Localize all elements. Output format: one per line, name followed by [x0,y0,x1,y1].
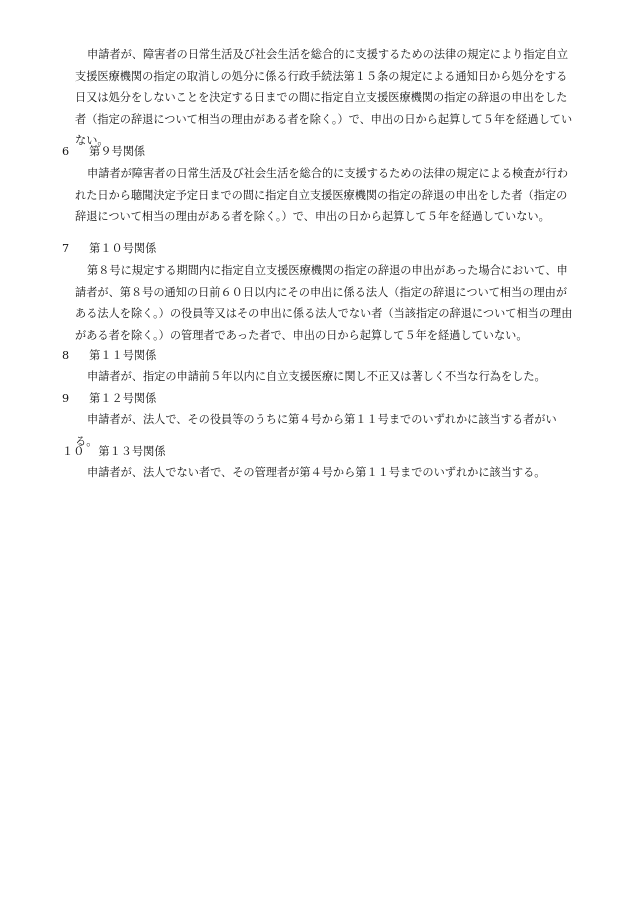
section-title: 第１３号関係 [98,445,166,458]
intro-paragraph: 申請者が、障害者の日常生活及び社会生活を総合的に支援するための法律の規定により指定自立支援医療機関の指定の取消しの処分に係る行政手続法第１５条の規定による通知日から処分をする日又は処分をしないことを決定する日までの間に指定自立支援医療機関の指定の辞退の申出をした者（指定の辞退について相当の理由がある者を除く。）で、申出の日から起算して５年を経過していない。 [75,48,573,148]
section-number: １０ [62,445,85,458]
section-title: 第１１号関係 [89,349,157,362]
section-heading-7 [62,238,156,260]
section-heading-8 [62,345,156,367]
section-body-8: 申請者が、指定の申請前５年以内に自立支援医療に関し不正又は著しく不当な行為をした。 [87,370,546,383]
section-body-7: 第８号に規定する期間内に指定自立支援医療機関の指定の辞退の申出があった場合において、申請者が、第８号の通知の日前６０日以内にその申出に係る法人（指定の辞退について相当の理由がある法人を除く。）の役員等又はその申出に係る法人でない者（当該指定の辞退について相当の理由がある者を除く。）の管理者であった者で、申出の日から起算して５年を経過していない。 [75,264,573,342]
section-heading-6 [62,141,145,163]
section-title: 第９号関係 [89,145,146,158]
section-title: 第１０号関係 [89,242,157,255]
section-body-10: 申請者が、法人でない者で、その管理者が第４号から第１１号までのいずれかに該当する。 [87,466,546,479]
section-title: 第１２号関係 [89,392,157,405]
section-heading-9 [62,388,156,410]
section-heading-10 [62,441,166,463]
section-number: 6 [62,145,70,158]
section-number: 7 [62,242,70,255]
section-number: 8 [62,349,70,362]
section-body-9: 申請者が、法人で、その役員等のうちに第４号から第１１号までのいずれかに該当する者がいる。 [75,413,557,448]
section-body-6: 申請者が障害者の日常生活及び社会生活を総合的に支援するための法律の規定による検査が行われた日から聴聞決定予定日までの間に指定自立支援医療機関の指定の辞退の申出をした者（指定の辞退について相当の理由がある者を除く。）で、申出の日から起算して５年を経過していない。 [75,167,569,224]
section-number: 9 [62,392,70,405]
